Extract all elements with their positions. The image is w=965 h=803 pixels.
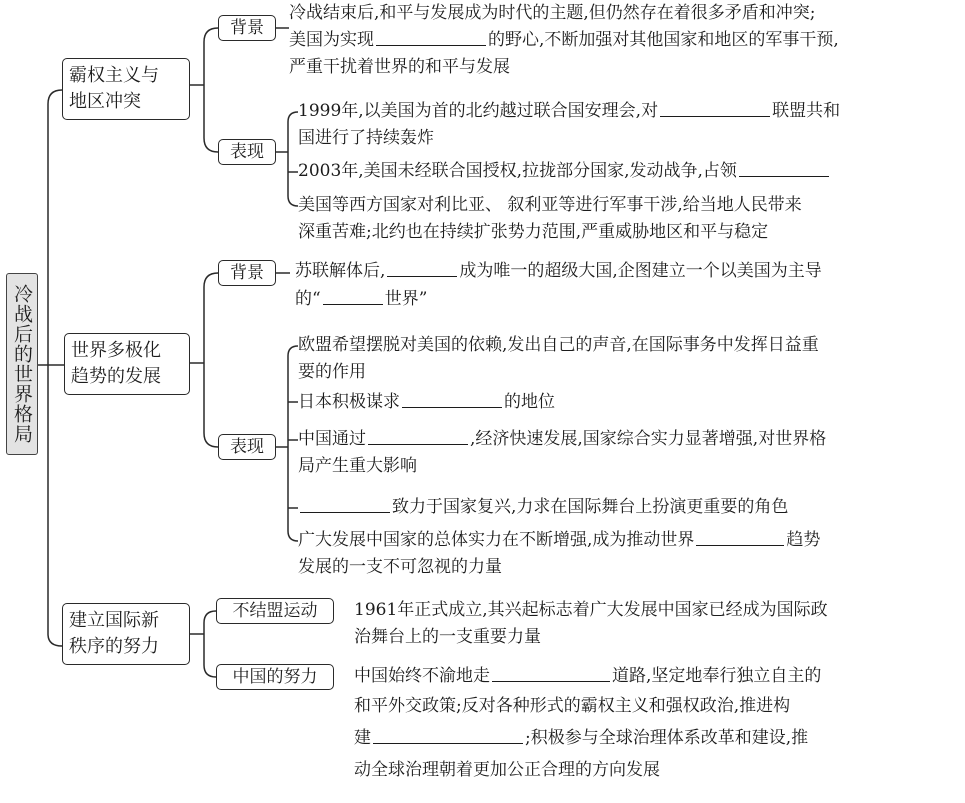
branch-label-nam: 不结盟运动 <box>216 598 334 624</box>
section-title-line: 地区冲突 <box>69 91 141 112</box>
section-title-line: 建立国际新 <box>69 610 159 631</box>
fill-in-blank <box>402 389 502 408</box>
text-segment: 要的作用 <box>298 362 366 382</box>
text-segment: 局产生重大影响 <box>298 456 417 476</box>
text-segment: 趋势 <box>786 530 821 550</box>
text-line <box>298 389 555 416</box>
text-line <box>298 219 768 246</box>
section-new-order-node <box>62 603 190 665</box>
text-segment: 发展的一支不可忽视的力量 <box>298 557 502 577</box>
text-segment: 中国通过 <box>298 429 366 449</box>
text-segment: 欧盟希望摆脱对美国的依赖,发出自己的声音,在国际事务中发挥日益重 <box>298 335 819 355</box>
text-line <box>289 54 510 81</box>
fill-in-blank <box>739 158 829 177</box>
fill-in-blank <box>492 663 610 682</box>
section-title-line: 秩序的努力 <box>69 636 159 657</box>
section-title-line: 霸权主义与 <box>69 65 159 86</box>
text-line <box>298 359 366 386</box>
text-line <box>354 624 541 651</box>
text-segment: 动全球治理朝着更加公正合理的方向发展 <box>354 760 660 780</box>
fill-in-blank <box>373 725 523 744</box>
text-segment: 1999年,以美国为首的北约越过联合国安理会,对 <box>298 101 659 121</box>
fill-in-blank <box>696 527 784 546</box>
text-line <box>298 453 417 480</box>
text-segment: 深重苦难;北约也在持续扩张势力范围,严重威胁地区和平与稳定 <box>298 222 769 242</box>
fill-in-blank <box>660 98 770 117</box>
text-line <box>295 286 427 313</box>
section-title-line: 世界多极化 <box>71 340 161 361</box>
section-title-line: 趋势的发展 <box>71 366 161 387</box>
text-line <box>354 725 808 752</box>
text-line <box>354 597 828 624</box>
root-title: 冷战后的世界格局 <box>11 284 33 444</box>
text-segment: 1961年正式成立,其兴起标志着广大发展中国家已经成为国际政 <box>354 600 828 620</box>
text-line <box>354 663 821 690</box>
root-node <box>6 273 38 455</box>
text-segment: ;积极参与全球治理体系改革和建设,推 <box>525 728 809 748</box>
text-line <box>298 494 788 521</box>
branch-label-china-efforts: 中国的努力 <box>216 664 334 690</box>
text-segment: 世界” <box>384 289 428 309</box>
text-segment: 严重干扰着世界的和平与发展 <box>289 57 510 77</box>
fill-in-blank <box>368 426 468 445</box>
branch-label-manifestation: 表现 <box>218 434 276 460</box>
text-line <box>295 258 822 285</box>
text-segment: 中国始终不渝地走 <box>354 666 490 686</box>
text-segment: 的地位 <box>504 392 555 412</box>
text-segment: 美国等西方国家对利比亚、 叙利亚等进行军事干涉,给当地人民带来 <box>298 195 802 215</box>
text-line <box>298 158 831 185</box>
branch-label-background: 背景 <box>218 15 276 41</box>
branch-label-manifestation: 表现 <box>218 139 276 165</box>
text-line <box>289 27 839 54</box>
text-segment: 广大发展中国家的总体实力在不断增强,成为推动世界 <box>298 530 695 550</box>
text-segment: 的野心,不断加强对其他国家和地区的军事干预, <box>488 30 839 50</box>
text-line <box>298 192 802 219</box>
text-segment: ,经济快速发展,国家综合实力显著增强,对世界格 <box>470 429 827 449</box>
text-line <box>289 0 816 27</box>
text-line <box>354 693 790 720</box>
branch-label-background: 背景 <box>218 260 276 286</box>
fill-in-blank <box>323 286 383 305</box>
text-segment: 美国为实现 <box>289 30 374 50</box>
text-segment: 治舞台上的一支重要力量 <box>354 627 541 647</box>
fill-in-blank <box>387 258 457 277</box>
text-line <box>298 527 820 554</box>
text-segment: 的“ <box>295 289 321 309</box>
section-hegemonism-node <box>62 58 190 120</box>
text-line <box>298 426 826 453</box>
text-line <box>354 757 660 784</box>
text-line <box>298 554 502 581</box>
text-segment: 冷战结束后,和平与发展成为时代的主题,但仍然存在着很多矛盾和冲突; <box>289 3 816 23</box>
text-segment: 道路,坚定地奉行独立自主的 <box>612 666 822 686</box>
text-segment: 致力于国家复兴,力求在国际舞台上扮演更重要的角色 <box>392 497 789 517</box>
text-segment: 2003年,美国未经联合国授权,拉拢部分国家,发动战争,占领 <box>298 161 737 181</box>
fill-in-blank <box>376 27 486 46</box>
text-segment: 联盟共和 <box>772 101 841 121</box>
text-line <box>298 98 840 125</box>
text-segment: 建 <box>354 728 371 748</box>
text-segment: 国进行了持续轰炸 <box>298 128 434 148</box>
text-line <box>298 125 434 152</box>
text-segment: 苏联解体后, <box>295 261 386 281</box>
text-segment: 日本积极谋求 <box>298 392 400 412</box>
text-segment: 成为唯一的超级大国,企图建立一个以美国为主导 <box>459 261 822 281</box>
text-segment: 和平外交政策;反对各种形式的霸权主义和强权政治,推进构 <box>354 696 791 716</box>
text-line <box>298 332 819 359</box>
section-multipolar-node <box>64 333 190 395</box>
fill-in-blank <box>300 494 390 513</box>
